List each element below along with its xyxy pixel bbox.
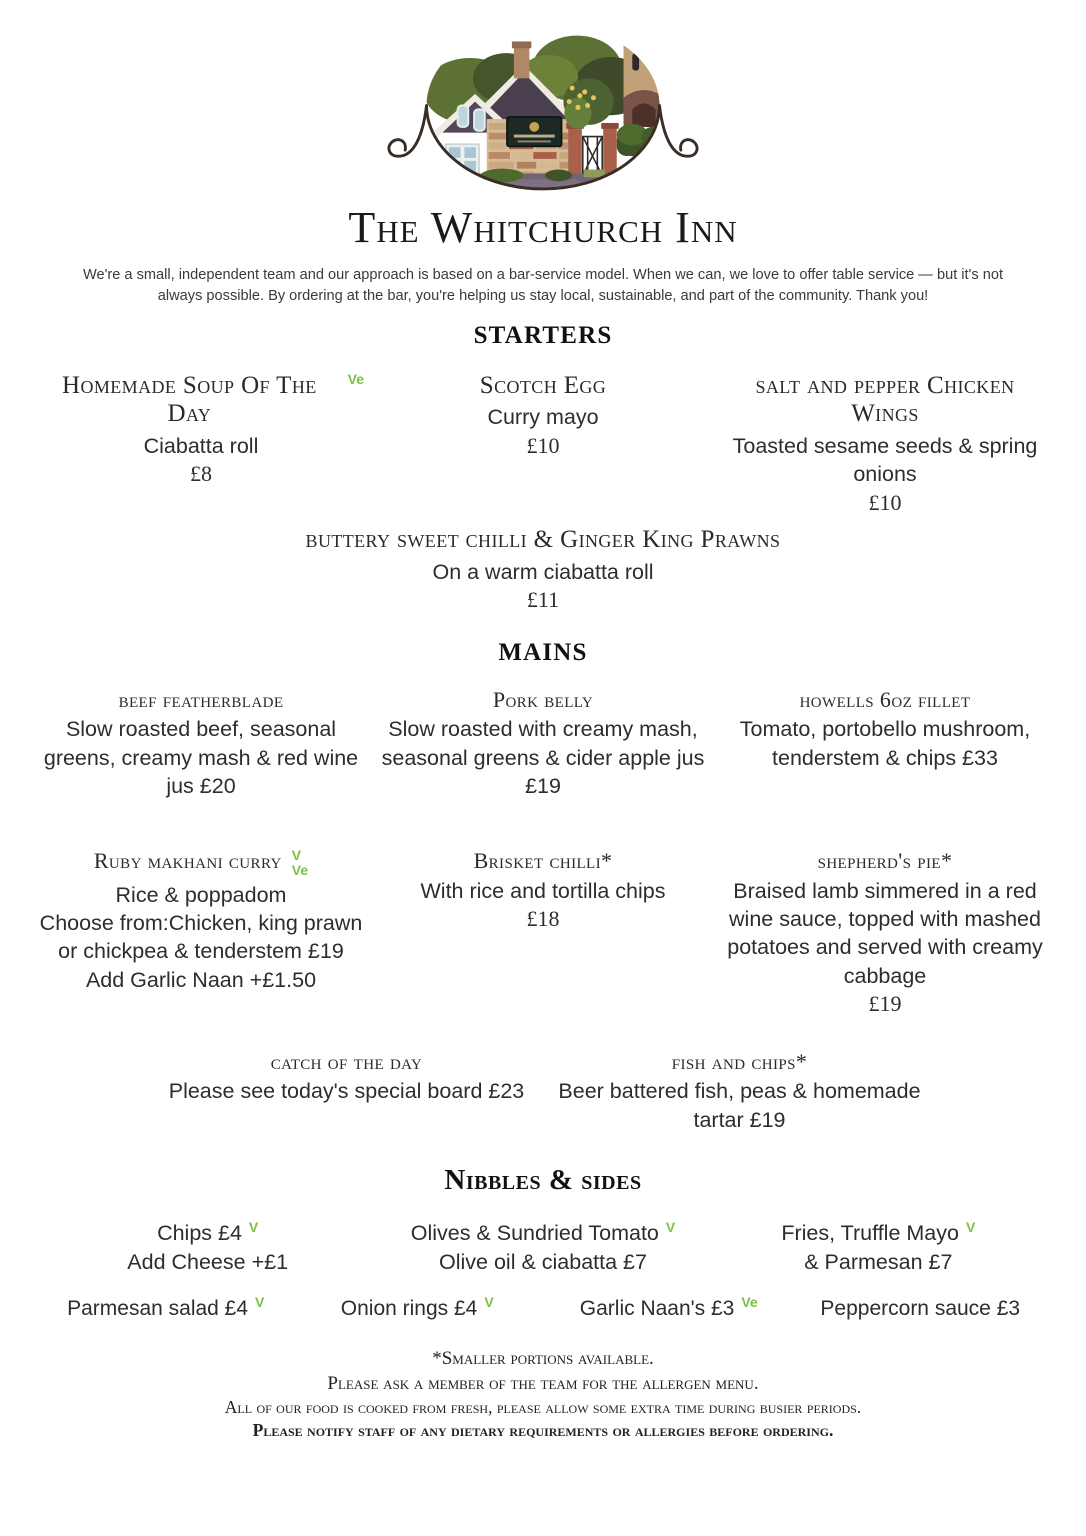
vegetarian-vegan-badge (292, 848, 308, 877)
vegetarian-badge: V (248, 1218, 259, 1235)
dish-name: salt and pepper Chicken Wings (755, 371, 1015, 428)
dish-price: £19 (868, 991, 902, 1017)
dish-name: Ruby makhani curry (93, 848, 282, 874)
menu-item (714, 848, 1056, 1017)
side-item (795, 1295, 1047, 1323)
side-sublabel: & Parmesan £7 (804, 1250, 953, 1275)
vegetarian-badge: V (965, 1218, 976, 1235)
pub-building-and-church-illustration-icon (378, 8, 708, 203)
dish-description: With rice and tortilla chips (420, 878, 666, 903)
vegan-badge: Ve (347, 370, 364, 387)
menu-item (372, 687, 714, 800)
mains-row-1 (0, 687, 1086, 800)
vegetarian-badge: V (255, 1294, 265, 1311)
starters-row-2 (0, 526, 1086, 613)
dish-price: £10 (868, 489, 902, 515)
dish-description: Rice & poppadom Choose from:Chicken, king prawn or chickpea & tenderstem £19 Add Garlic Naan +£1.50 (39, 882, 363, 992)
menu-item (30, 372, 372, 488)
side-sublabel: Olive oil & ciabatta £7 (439, 1250, 647, 1275)
dish-description: Toasted sesame seeds & spring onions (732, 434, 1038, 487)
nibbles-row-2 (0, 1295, 1086, 1323)
side-label: Fries, Truffle Mayo (781, 1221, 959, 1246)
dish-description: Beer battered fish, peas & homemade tartar £19 (558, 1079, 921, 1132)
footer-line-fresh-food: All of our food is cooked from fresh, please allow some extra time during busier periods. (224, 1397, 862, 1418)
side-item (40, 1295, 292, 1323)
footer-notes (0, 1346, 1086, 1443)
dish-price: £8 (190, 461, 212, 487)
side-item (40, 1219, 375, 1277)
starters-row-1 (0, 372, 1086, 516)
vegetarian-badge-line: V (291, 847, 302, 864)
section-heading-starters: STARTERS (473, 321, 613, 349)
vegan-badge-line: Ve (291, 861, 309, 878)
dish-description: Slow roasted with creamy mash, seasonal greens & cider apple jus £19 (381, 717, 705, 798)
menu-item (543, 1049, 936, 1134)
side-label: Parmesan salad £4 (67, 1297, 249, 1321)
dish-name: catch of the day (270, 1049, 423, 1075)
logo-container (0, 0, 1086, 203)
menu-item (714, 687, 1056, 772)
intro-paragraph: We're a small, independent team and our approach is based on a bar-service model. When we can, we love to offer table service — but it's not always possible. By ordering at the bar, you're helping us stay local, sustainable, and part of the community. Thank you! (82, 267, 1004, 305)
dish-name: Pork belly (492, 686, 594, 712)
dish-description: On a warm ciabatta roll (432, 559, 654, 584)
dish-description: Slow roasted beef, seasonal greens, creamy mash & red wine jus £20 (43, 717, 359, 798)
side-label: Chips £4 (157, 1221, 242, 1246)
vegetarian-badge: V (484, 1294, 494, 1311)
menu-item (372, 372, 714, 459)
nibbles-row-1 (0, 1219, 1086, 1277)
side-item (375, 1219, 710, 1277)
side-sublabel: Add Cheese +£1 (127, 1250, 289, 1275)
menu-item (30, 848, 372, 994)
menu-item (233, 526, 853, 613)
side-label: Peppercorn sauce £3 (820, 1297, 1021, 1321)
menu-item (30, 687, 372, 800)
dish-name: Brisket chilli* (473, 848, 613, 874)
menu-item (150, 1049, 543, 1106)
menu-item (714, 372, 1056, 516)
side-item (711, 1219, 1046, 1277)
mains-row-2 (0, 848, 1086, 1017)
side-label: Garlic Naan's £3 (579, 1297, 735, 1321)
side-label: Onion rings £4 (340, 1297, 478, 1321)
section-heading-nibbles-and-sides: Nibbles & sides (444, 1164, 642, 1197)
dish-name: Homemade Soup Of The Day (62, 371, 317, 428)
dish-name: Scotch Egg (479, 371, 607, 399)
dish-name: buttery sweet chilli & Ginger King Prawns (305, 525, 781, 553)
side-label: Olives & Sundried Tomato (410, 1221, 659, 1246)
side-item (543, 1295, 795, 1323)
vegan-badge: Ve (741, 1294, 758, 1311)
footer-line-allergen-menu: Please ask a member of the team for the allergen menu. (327, 1372, 759, 1394)
dish-description: Curry mayo (487, 405, 599, 430)
side-item (292, 1295, 544, 1323)
dish-description: Tomato, portobello mushroom, tenderstem & chips £33 (739, 717, 1031, 770)
footer-line-smaller-portions: *Smaller portions available. (432, 1347, 654, 1369)
dish-name: beef featherblade (118, 686, 284, 712)
dish-price: £18 (526, 905, 560, 931)
dish-description: Please see today's special board £23 (168, 1079, 525, 1104)
dish-name: shepherd's pie* (817, 848, 953, 874)
menu-item (372, 848, 714, 932)
mains-row-3 (0, 1049, 1086, 1134)
dish-name: fish and chips* (671, 1049, 808, 1075)
vegetarian-badge: V (665, 1218, 676, 1235)
footer-line-dietary-requirements: Please notify staff of any dietary requirements or allergies before ordering. (252, 1420, 834, 1441)
dish-description: Ciabatta roll (143, 434, 259, 458)
dish-price: £10 (526, 432, 560, 458)
dish-description: Braised lamb simmered in a red wine sauce, topped with mashed potatoes and served with creamy cabbage (727, 878, 1043, 988)
section-heading-mains: MAINS (498, 638, 588, 666)
page-title: The Whitchurch Inn (348, 203, 738, 252)
dish-price: £11 (526, 586, 560, 612)
dish-name: howells 6oz fillet (799, 686, 971, 712)
